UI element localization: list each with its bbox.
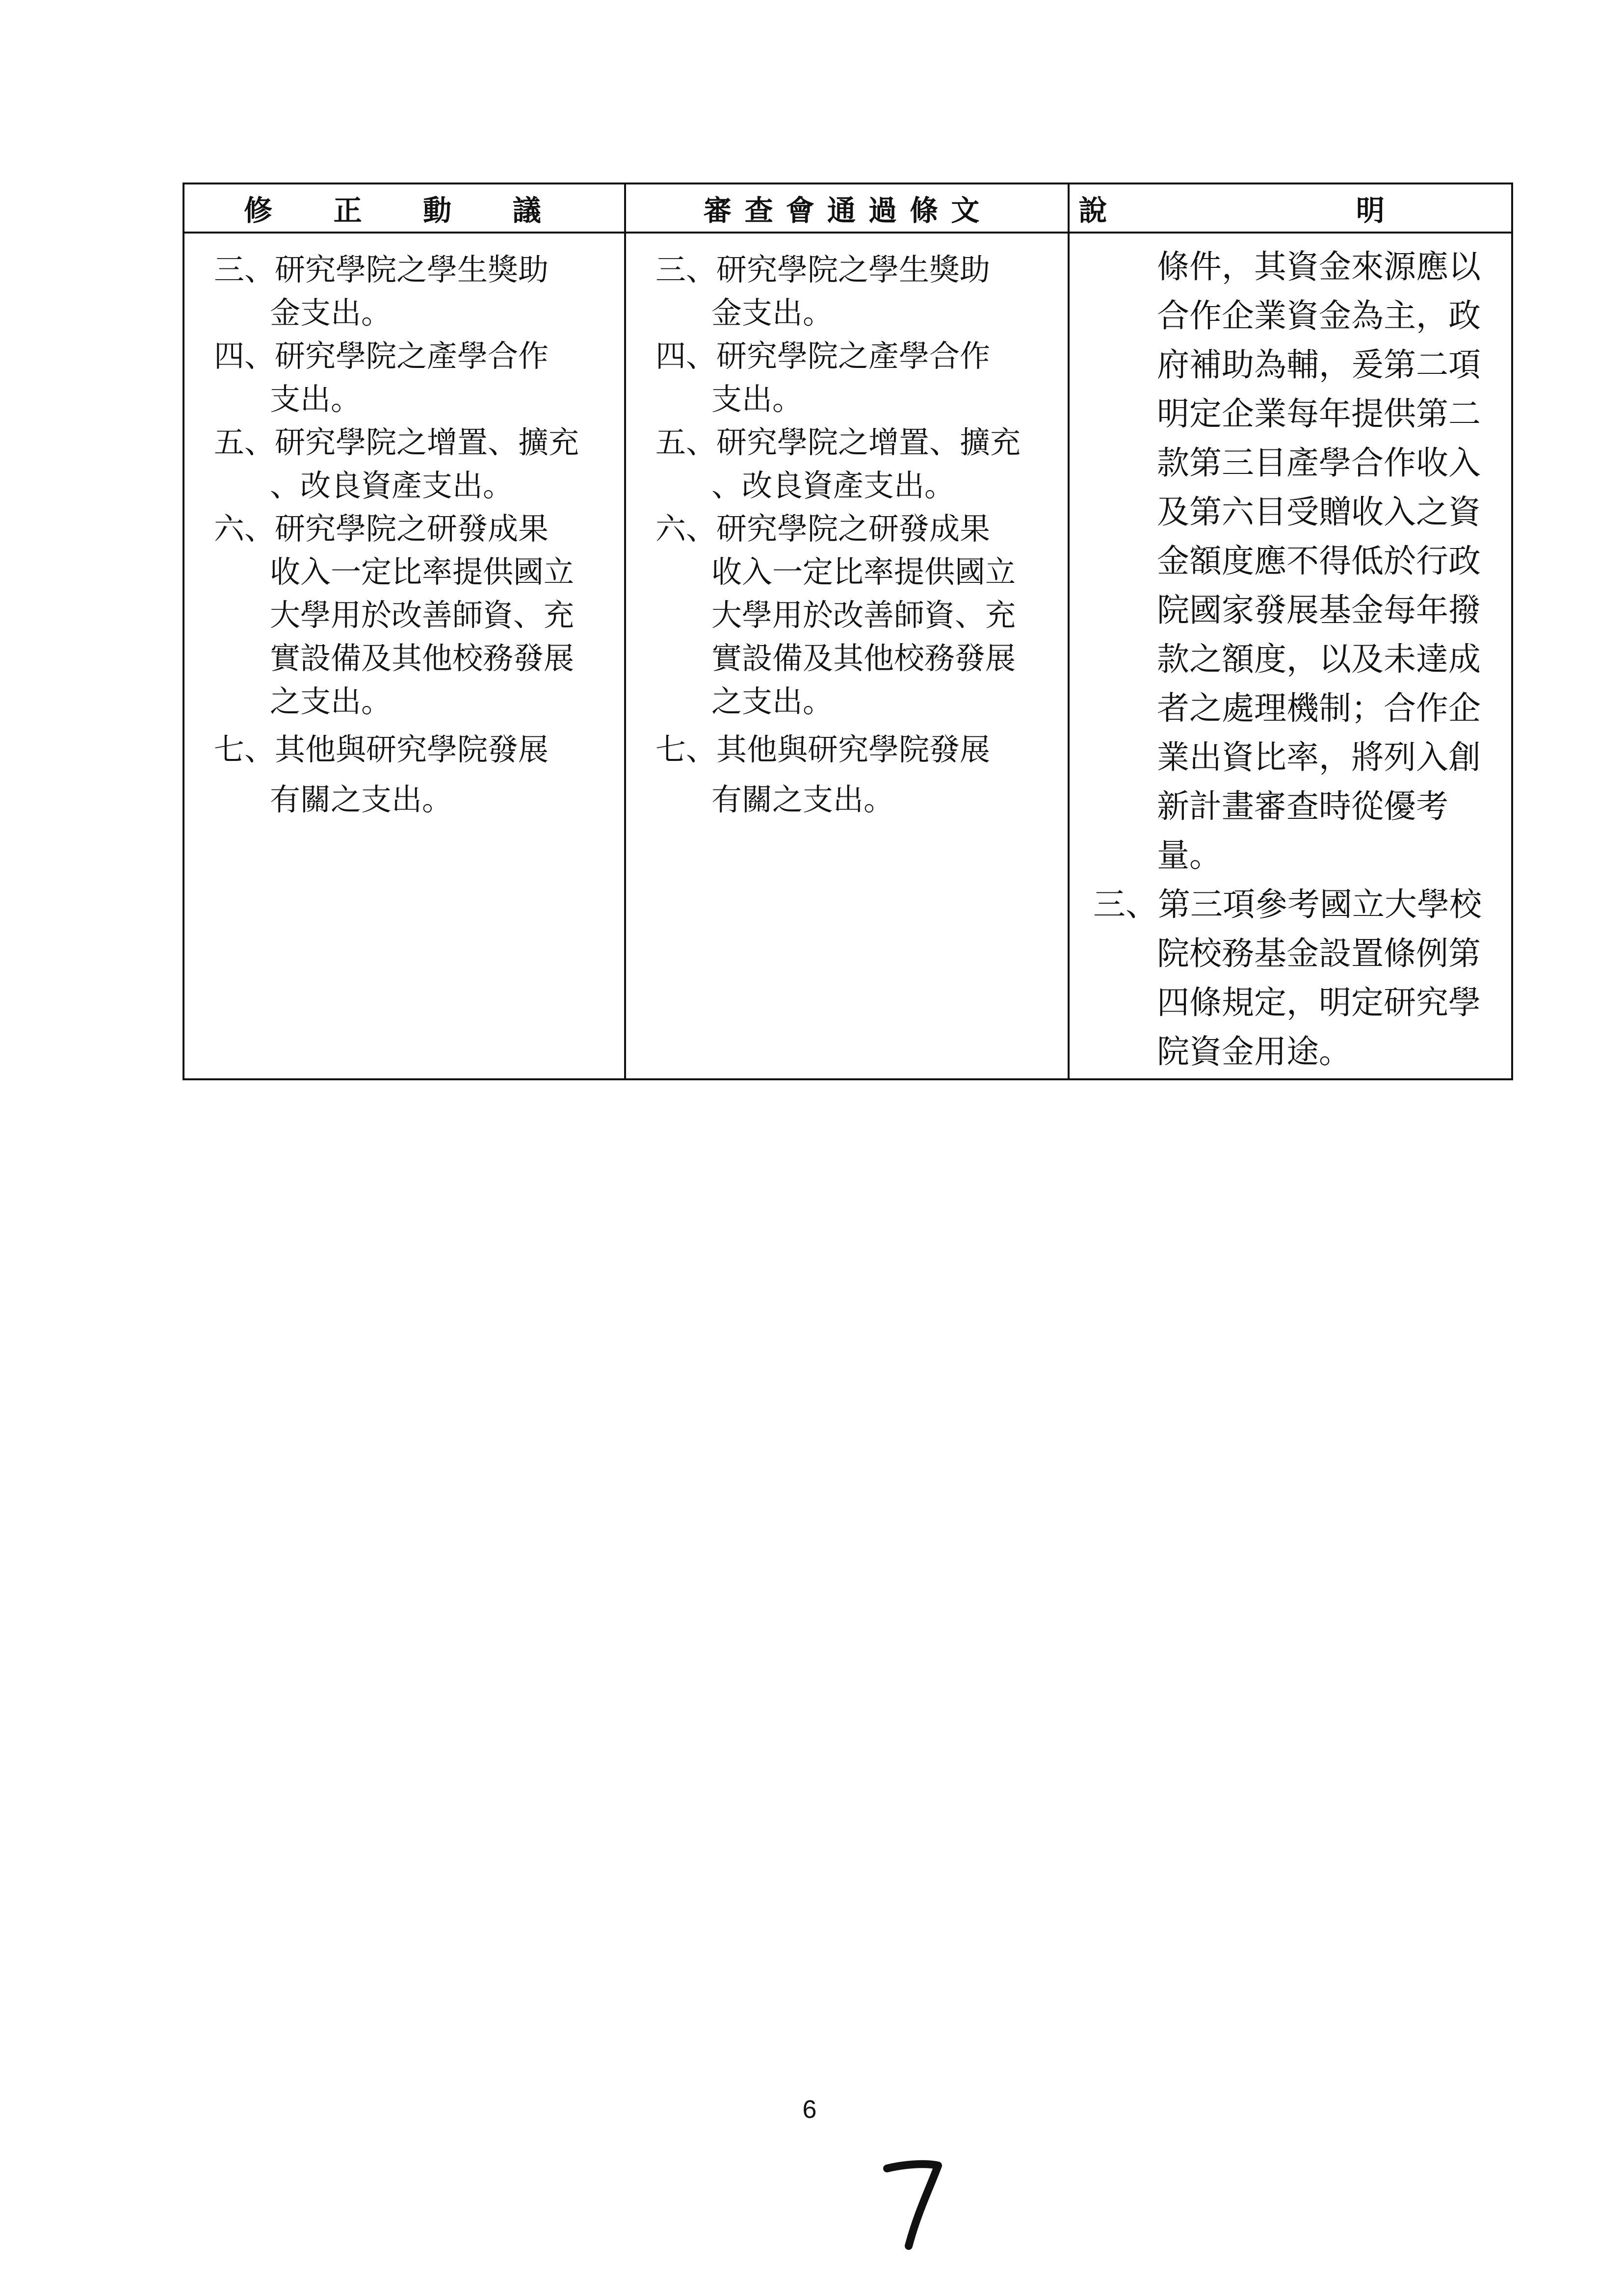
list-item: 三、研究學院之學生獎助 金支出。 (214, 252, 549, 331)
list-item: 七、其他與研究學院發展 有關之支出。 (214, 731, 549, 817)
approved-text-column (626, 234, 1070, 1078)
page-number: 6 (802, 2095, 817, 2124)
list-item: 六、研究學院之研發成果 收入一定比率提供國立 大學用於改善師資、充 實設備及其他校務發展 之支出。 (214, 511, 575, 719)
header-explanation: 說 明 (1078, 194, 1504, 227)
explanation-column (1070, 234, 1513, 1078)
list-item: 四、研究學院之產學合作 支出。 (214, 338, 549, 417)
list-item: 三、研究學院之學生獎助 金支出。 (655, 252, 991, 331)
header-amendment-motion: 修 正 動 議 (244, 194, 567, 227)
explanation-paragraph: 條件，其資金來源應以 合作企業資金為主，政 府補助為輔，爰第二項 明定企業每年提供第二 款第三目產學合作收入 及第六目受贈收入之資 金額度應不得低於行政 院國家發展基金每年撥 款之額度，以及未達成 者之處理機制；合作企 業出資比率，將列入創 新計畫審查時從優考 量。 (1157, 248, 1481, 874)
list-item: 五、研究學院之增置、擴充 、改良資產支出。 (214, 424, 579, 503)
list-item: 七、其他與研究學院發展 有關之支出。 (655, 731, 991, 817)
table-header-row (184, 184, 1511, 234)
list-item: 六、研究學院之研發成果 收入一定比率提供國立 大學用於改善師資、充 實設備及其他校務發展 之支出。 (655, 511, 1016, 719)
list-item: 四、研究學院之產學合作 支出。 (655, 338, 991, 417)
list-item: 三、第三項參考國立大學校 院校務基金設置條例第 四條規定，明定研究學 院資金用途。 (1093, 886, 1482, 1070)
amendment-motion-column (184, 234, 626, 1078)
handwritten-page-number (878, 2154, 947, 2252)
comparison-table (183, 183, 1513, 1080)
header-approved-text: 審查會通過條文 (703, 194, 993, 227)
list-item: 五、研究學院之增置、擴充 、改良資產支出。 (655, 424, 1021, 503)
